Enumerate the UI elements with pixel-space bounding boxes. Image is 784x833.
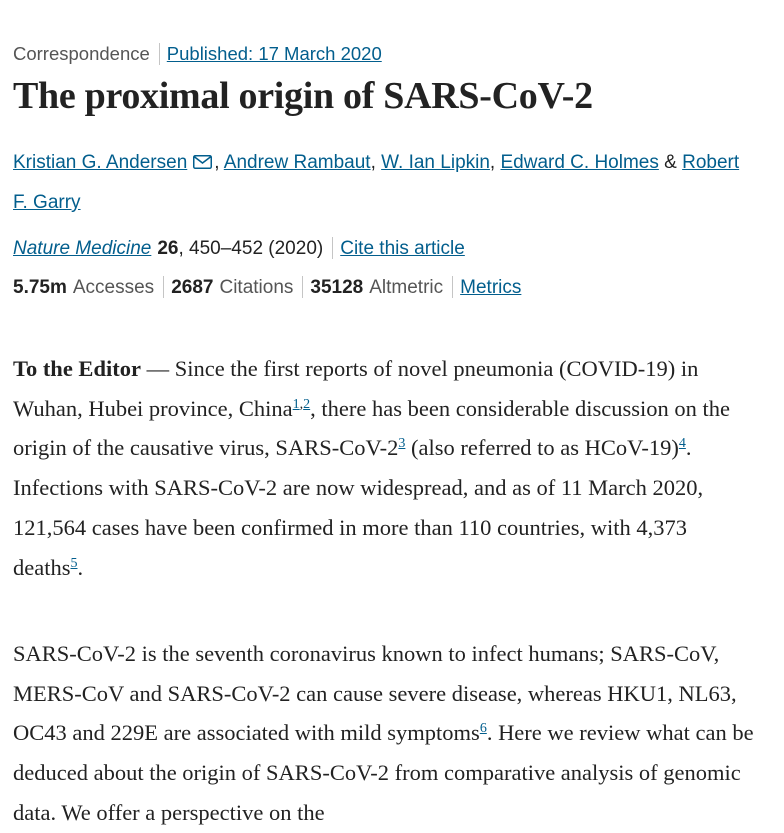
citations-value: 2687 [171, 277, 214, 298]
body-paragraph-1 [13, 349, 758, 587]
reference-link-4[interactable]: 4 [678, 436, 686, 452]
author-link-rambaut[interactable]: Andrew Rambaut [223, 152, 371, 173]
divider [452, 276, 453, 298]
journal-volume: 26 [157, 238, 179, 259]
paragraph-lead: To the Editor [13, 356, 141, 381]
paragraph-text: (also referred to as HCoV-19) [405, 435, 679, 461]
author-link-andersen[interactable]: Kristian G. Andersen [13, 152, 188, 173]
article-title: The proximal origin of SARS-CoV-2 [13, 75, 593, 117]
metrics-link[interactable]: Metrics [460, 277, 522, 298]
reference-separator: , [299, 396, 304, 412]
reference-link-6[interactable]: 6 [479, 721, 487, 737]
altmetric-label: Altmetric [369, 277, 444, 298]
reference-link-2[interactable]: 2 [303, 396, 311, 412]
article-type: Correspondence [13, 43, 150, 64]
divider [302, 276, 303, 298]
authors-conjunction: & [664, 152, 677, 173]
divider [332, 237, 333, 259]
author-list: Kristian G. Andersen , Andrew Rambaut, W. Ian Lipkin, Edward C. Holmes & Robert F. Garry [13, 143, 753, 223]
paragraph-text: — Since the first reports of novel pneumonia (COVID-19) in Wuhan, Hubei province, China [13, 356, 699, 421]
article-metrics [13, 276, 521, 299]
reference-group [679, 436, 686, 451]
cite-article-link[interactable]: Cite this article [340, 238, 465, 259]
citations-label: Citations [219, 277, 294, 298]
reference-group [480, 721, 487, 736]
mail-icon[interactable] [193, 144, 212, 158]
altmetric-value: 35128 [310, 277, 364, 298]
journal-info [13, 237, 465, 260]
reference-group [293, 397, 311, 412]
article-meta [13, 43, 382, 65]
accesses-value: 5.75m [13, 277, 67, 298]
author-link-garry[interactable]: Robert F. Garry [13, 152, 740, 213]
author-link-holmes[interactable]: Edward C. Holmes [500, 152, 659, 173]
body-paragraph-2 [13, 634, 758, 833]
published-date-link[interactable]: Published: 17 March 2020 [166, 43, 382, 64]
paragraph-text: . Infections with SARS-CoV-2 are now widespread, and as of 11 March 2020, 121,564 cases have been confirmed in more than 110 countries, with 4,373 deaths [13, 435, 704, 580]
author-link-lipkin[interactable]: W. Ian Lipkin [381, 152, 490, 173]
paragraph-text: , there has been considerable discussion on the origin of the causative virus, SARS-CoV-2 [13, 395, 731, 461]
paragraph-text: . [77, 554, 84, 580]
reference-link-3[interactable]: 3 [398, 436, 406, 452]
reference-link-1[interactable]: 1 [292, 396, 300, 412]
accesses-label: Accesses [72, 277, 155, 298]
divider [159, 43, 160, 65]
divider [163, 276, 164, 298]
journal-name-link[interactable]: Nature Medicine [13, 238, 152, 259]
paragraph-text: SARS-CoV-2 is the seventh coronavirus known to infect humans; SARS-CoV, MERS-CoV and SARS-CoV-2 can cause severe disease, whereas HKU1, NL63, OC43 and 229E are associated with mild symptoms [13, 641, 737, 746]
journal-pages-year: , 450–452 (2020) [178, 238, 324, 259]
paragraph-text: . Here we review what can be deduced about the origin of SARS-CoV-2 from comparative analysis of genomic data. We offer a perspective on the [13, 720, 754, 825]
reference-link-5[interactable]: 5 [70, 555, 78, 571]
